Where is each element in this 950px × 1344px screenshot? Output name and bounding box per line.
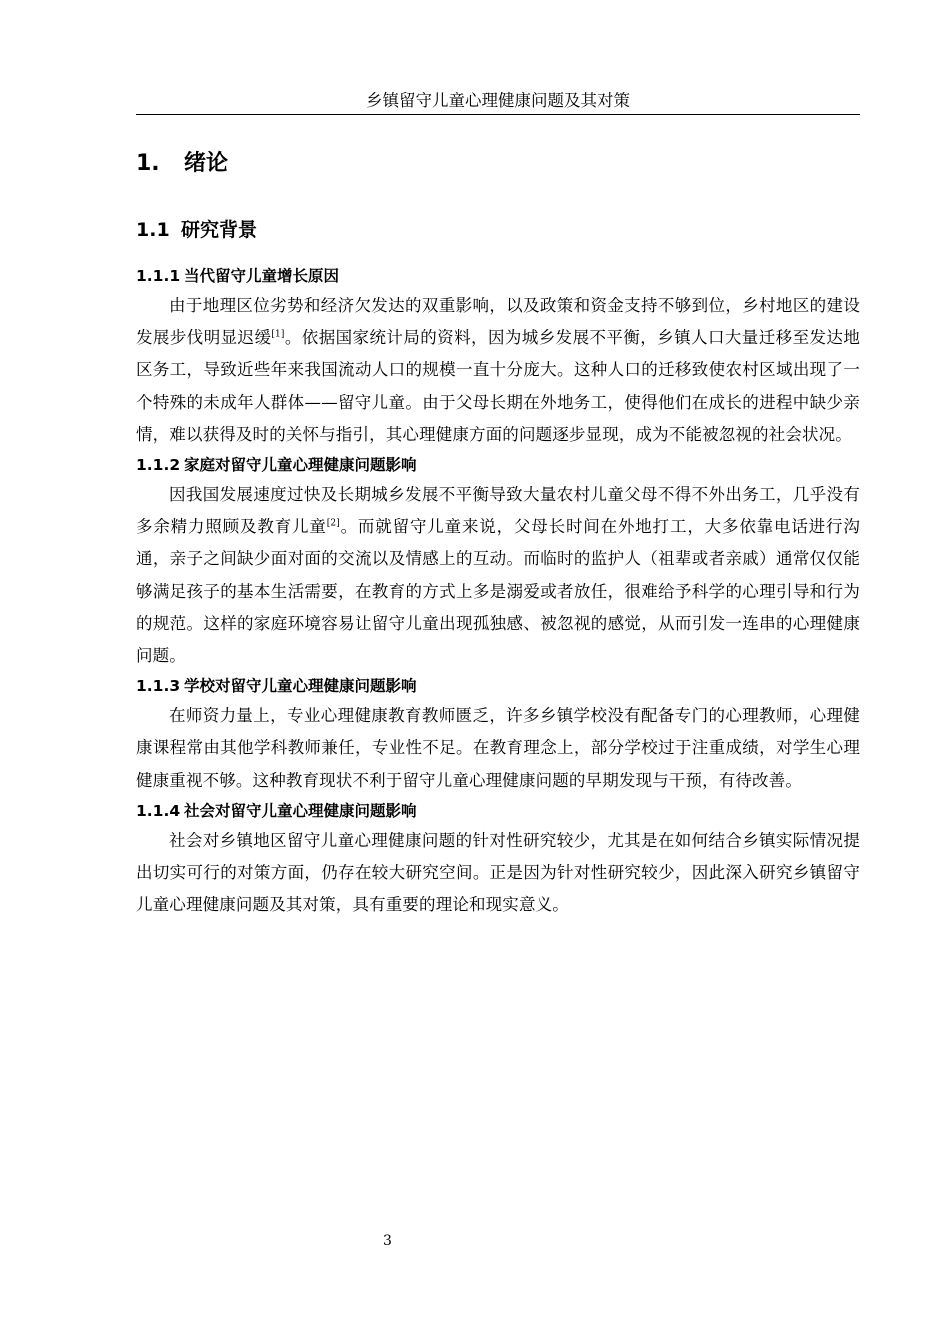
body-paragraph: 由于地理区位劣势和经济欠发达的双重影响，以及政策和资金支持不够到位，乡村地区的建设发展步伐明显迟缓[1]。依据国家统计局的资料，因为城乡发展不平衡，乡镇人口大量迁移至发达地区务工，导致近些年来我国流动人口的规模一直十分庞大。这种人口的迁移致使农村区域出现了一个特殊的未成年人群体——留守儿童。由于父母长期在外地务工，使得他们在成长的进程中缺少亲情，难以获得及时的关怀与指引，其心理健康方面的问题逐步显现，成为不能被忽视的社会状况。 xyxy=(136,296,860,444)
subsection-title: 家庭对留守儿童心理健康问题影响 xyxy=(184,456,417,475)
chapter-heading xyxy=(136,140,860,188)
subsection-heading xyxy=(136,672,860,700)
citation-ref: [1] xyxy=(271,329,285,340)
subsection-heading xyxy=(136,451,860,479)
body-paragraph: 因我国发展速度过快及长期城乡发展不平衡导致大量农村儿童父母不得不外出务工，几乎没有多余精力照顾及教育儿童[2]。而就留守儿童来说，父母长时间在外地打工，大多依靠电话进行沟通，亲子之间缺少面对面的交流以及情感上的互动。而临时的监护人（祖辈或者亲戚）通常仅仅能够满足孩子的基本生活需要，在教育的方式上多是溺爱或者放任，很难给予科学的心理引导和行为的规范。这样的家庭环境容易让留守儿童出现孤独感、被忽视的感觉，从而引发一连串的心理健康问题。 xyxy=(136,485,860,666)
running-header-title: 乡镇留守儿童心理健康问题及其对策 xyxy=(366,91,630,110)
chapter-number: 1. xyxy=(136,151,160,176)
page-body xyxy=(136,140,860,921)
body-paragraph: 在师资力量上，专业心理健康教育教师匮乏，许多乡镇学校没有配备专门的心理教师，心理健康课程常由其他学科教师兼任，专业性不足。在教育理念上，部分学校过于注重成绩，对学生心理健康重视不够。这种教育现状不利于留守儿童心理健康问题的早期发现与干预，有待改善。 xyxy=(136,706,860,790)
subsection-heading xyxy=(136,797,860,825)
subsection-number: 1.1.2 xyxy=(136,456,181,475)
subsection-heading xyxy=(136,262,860,290)
subsection-title: 当代留守儿童增长原因 xyxy=(184,267,340,285)
citation-ref: [2] xyxy=(326,518,340,529)
running-header xyxy=(136,88,860,115)
section-heading xyxy=(136,214,860,246)
subsection-number: 1.1.3 xyxy=(136,677,181,696)
subsection-number: 1.1.4 xyxy=(136,801,181,820)
section-number: 1.1 xyxy=(136,219,170,241)
body-paragraph: 社会对乡镇地区留守儿童心理健康问题的针对性研究较少，尤其是在如何结合乡镇实际情况提出切实可行的对策方面，仍存在较大研究空间。正是因为针对性研究较少，因此深入研究乡镇留守儿童心理健康问题及其对策，具有重要的理论和现实意义。 xyxy=(136,830,860,915)
section-title: 研究背景 xyxy=(181,219,258,241)
page-number: 3 xyxy=(383,1233,392,1249)
subsection-number: 1.1.1 xyxy=(136,267,181,285)
subsection-title: 学校对留守儿童心理健康问题影响 xyxy=(184,677,417,696)
subsection-title: 社会对留守儿童心理健康问题影响 xyxy=(184,801,417,820)
chapter-title: 绪论 xyxy=(184,151,229,176)
